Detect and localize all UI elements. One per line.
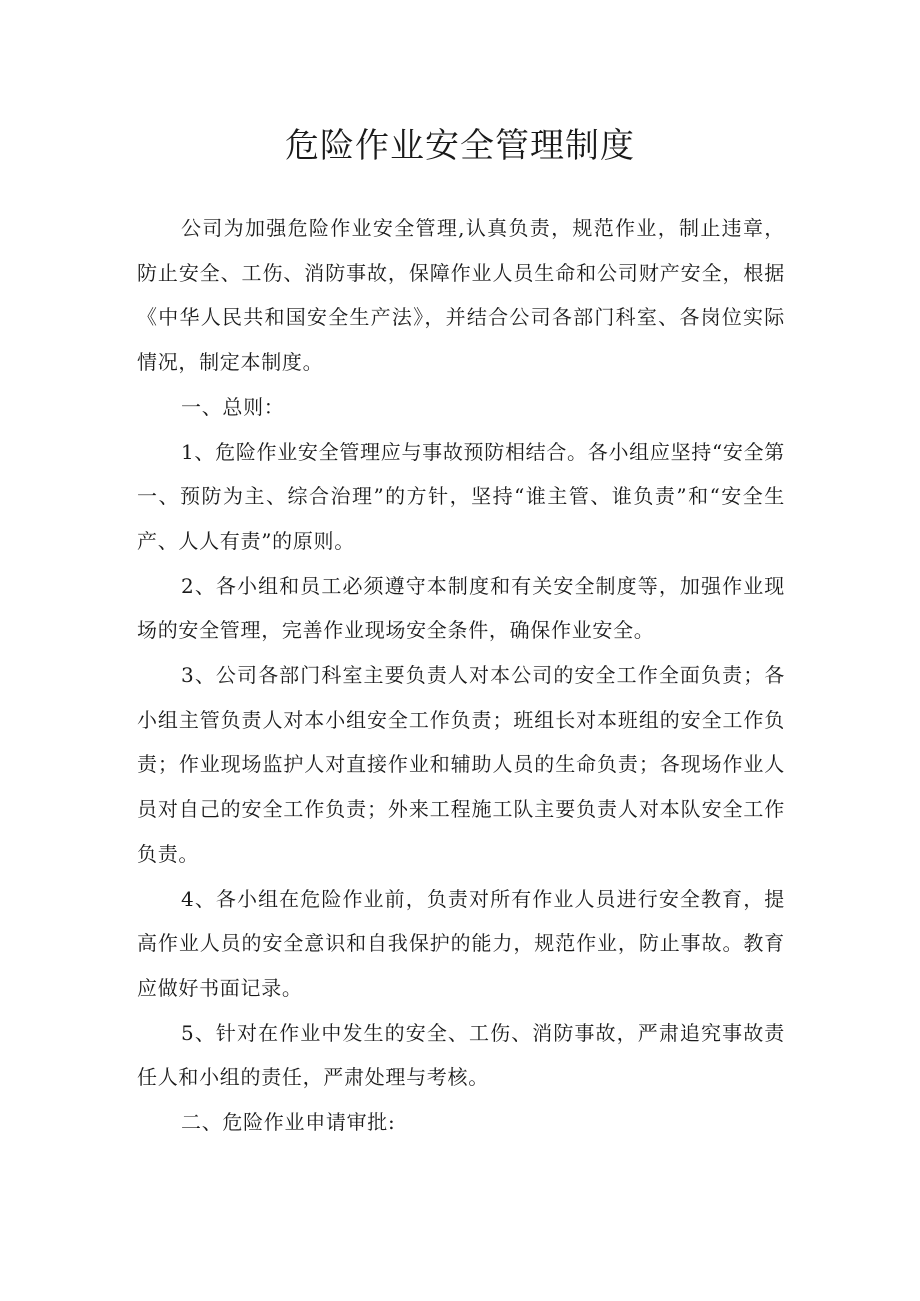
list-item: 5、针对在作业中发生的安全、工伤、消防事故，严肃追究事故责任人和小组的责任，严肃处理与考核。 xyxy=(137,1020,785,1090)
list-item: 3、公司各部门科室主要负责人对本公司的安全工作全面负责；各小组主管负责人对本小组安全工作负责；班组长对本班组的安全工作负责；作业现场监护人对直接作业和辅助人员的生命负责；各现场作业人员对自己的安全工作负责；外来工程施工队主要负责人对本队安全工作负责。 xyxy=(137,663,785,866)
document-title: 危险作业安全管理制度 xyxy=(285,126,635,166)
section-heading-general: 一、总则： xyxy=(181,394,285,419)
intro-paragraph: 公司为加强危险作业安全管理,认真负责，规范作业，制止违章，防止安全、工伤、消防事故，保障作业人员生命和公司财产安全，根据《中华人民共和国安全生产法》，并结合公司各部门科室、各岗位实际情况，制定本制度。 xyxy=(137,216,785,375)
list-item: 1、危险作业安全管理应与事故预防相结合。各小组应坚持“安全第一、预防为主、综合治理”的方针，坚持“谁主管、谁负责”和“安全生产、人人有责”的原则。 xyxy=(137,439,785,553)
list-item: 4、各小组在危险作业前，负责对所有作业人员进行安全教育，提高作业人员的安全意识和自我保护的能力，规范作业，防止事故。教育应做好书面记录。 xyxy=(137,886,785,1000)
list-item: 2、各小组和员工必须遵守本制度和有关安全制度等，加强作业现场的安全管理，完善作业现场安全条件，确保作业安全。 xyxy=(137,573,785,643)
document-body xyxy=(137,206,785,1145)
section-heading-approval: 二、危险作业申请审批: xyxy=(181,1110,396,1135)
